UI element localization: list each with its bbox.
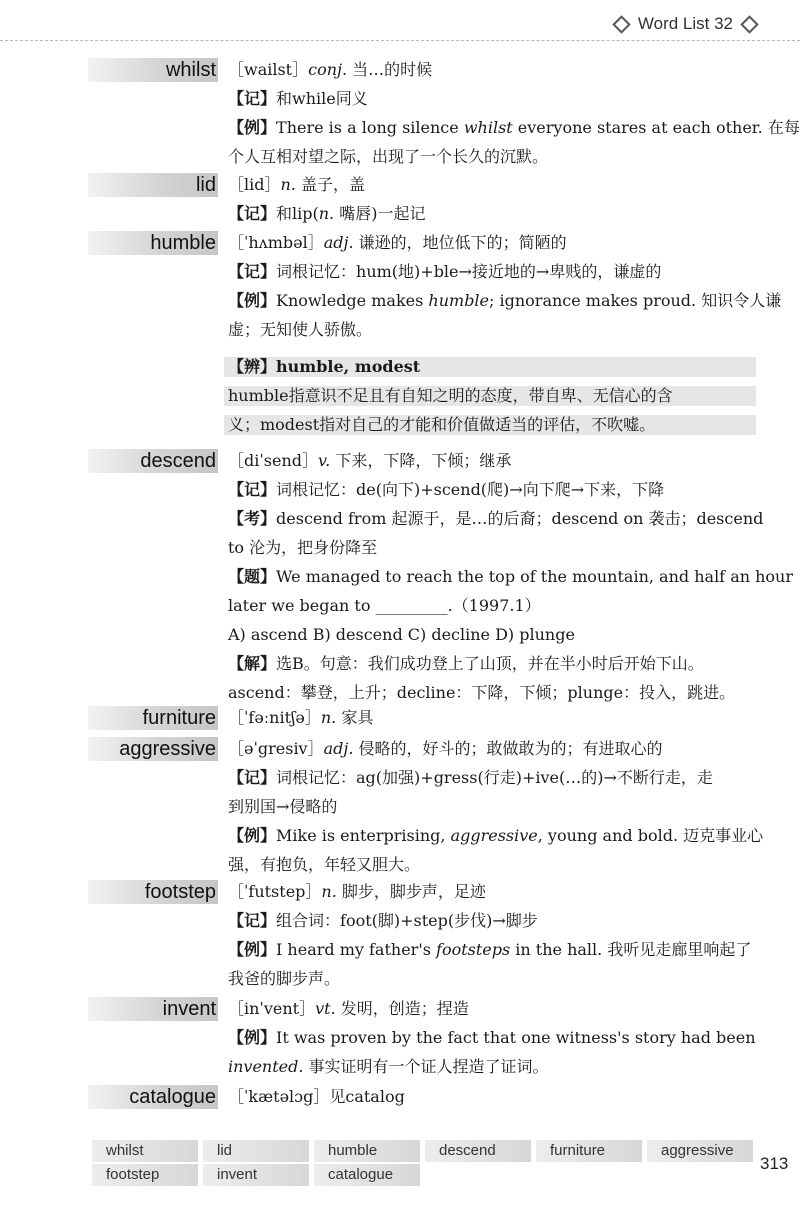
entry-text: 选B。句意：我们成功登上了山顶，并在半小时后开始下山。 [276, 654, 704, 673]
entry-line [228, 567, 794, 587]
entry-text: adj. [323, 739, 354, 758]
entry-line [224, 415, 756, 435]
entry-line [224, 357, 756, 377]
entry-text: Knowledge makes [276, 291, 429, 310]
footer-word: humble [314, 1140, 420, 1162]
entry-line [228, 826, 764, 846]
footer-word: lid [203, 1140, 309, 1162]
headword: aggressive [119, 738, 216, 760]
entry-line [228, 797, 756, 817]
entry-line [228, 654, 756, 674]
entry-text: adj. [323, 233, 354, 252]
entry-text: 和lip( [276, 204, 319, 223]
entry-text: humble [428, 291, 490, 310]
entry-line [228, 739, 756, 759]
entry-text: 脚步，脚步声，足迹 [336, 882, 486, 901]
entry-line [228, 969, 756, 989]
entry-line [228, 882, 756, 902]
diamond-icon [740, 15, 758, 33]
entry-line [228, 175, 756, 195]
page-header [611, 14, 760, 34]
headword: invent [162, 998, 216, 1020]
label-marker: 【例】 [228, 1028, 277, 1047]
entry-text: to 沦为，把身份降至 [228, 538, 378, 557]
label-marker: 【记】 [228, 262, 277, 281]
entry-text: n. [320, 708, 337, 727]
entry-line [228, 911, 756, 931]
headword: footstep [144, 881, 216, 903]
label-marker: 【记】 [228, 89, 277, 108]
entry-text: 事实证明有一个证人捏造了证词。 [303, 1057, 549, 1076]
entry-text: ［əˈgresiv］ [228, 739, 324, 758]
entry-line [228, 509, 764, 529]
entry-text: 在每 [767, 118, 800, 137]
entry-text: whilst [463, 118, 513, 137]
entry-text: ［wailst］ [228, 60, 309, 79]
entry-line [224, 386, 756, 406]
headword: lid [195, 174, 216, 196]
entry-line [228, 625, 756, 645]
entry-text: n. [318, 204, 335, 223]
entry-text: 义；modest指对自己的才能和价值做适当的评估，不吹嘘。 [228, 415, 656, 434]
label-marker: 【记】 [228, 911, 277, 930]
entry-text: There is a long silence [276, 118, 464, 137]
entry-text: everyone stares at each other. [512, 118, 768, 137]
entry-text: 侵略的，好斗的；敢做敢为的；有进取心的 [353, 739, 663, 758]
footer-word: footstep [92, 1164, 198, 1186]
label-marker: 【记】 [228, 204, 277, 223]
label-marker: 【记】 [228, 768, 277, 787]
entry-text: It was proven by the fact that one witness's story had been [276, 1028, 756, 1047]
entry-text: We managed to reach the top of the mountain, and half an hour [276, 567, 794, 586]
entry-line [228, 708, 756, 728]
entry-text: 嘴唇)一起记 [334, 204, 426, 223]
entry-text: 词根记忆：de(向下)+scend(爬)→向下爬→下来，下降 [276, 480, 665, 499]
entry-text: ［ˈfutstep］ [228, 882, 322, 901]
entry-line [228, 940, 756, 960]
entry-line [228, 1087, 756, 1107]
entry-text: 个人互相对望之际，出现了一个长久的沉默。 [228, 147, 549, 166]
entry-line [228, 262, 756, 282]
label-marker: 【辨】humble, modest [228, 357, 421, 376]
entry-line [228, 204, 756, 224]
entry-line [228, 291, 782, 311]
entry-line [228, 60, 756, 80]
entry-text: 家具 [336, 708, 374, 727]
page-header-title: Word List 32 [637, 14, 733, 33]
entry-line [228, 1028, 756, 1048]
entry-text: ［ˈfəːnitʃə］ [228, 708, 321, 727]
entry-text: later we began to _________.（1997.1） [228, 596, 541, 615]
footer-word: descend [425, 1140, 531, 1162]
entry-text: v. [318, 451, 331, 470]
entry-text: 到别国→侵略的 [228, 797, 338, 816]
label-marker: 【解】 [228, 654, 277, 673]
footer-word: whilst [92, 1140, 198, 1162]
page-number: 313 [760, 1154, 789, 1173]
entry-line [228, 451, 756, 471]
entry-line [228, 118, 800, 138]
label-marker: 【记】 [228, 480, 277, 499]
headword: descend [140, 450, 216, 472]
entry-line [228, 480, 756, 500]
entry-text: n. [280, 175, 296, 194]
entry-text: A) ascend B) descend C) decline D) plunge [228, 625, 575, 644]
entry-line [228, 233, 756, 253]
entry-text: aggressive [450, 826, 538, 845]
entry-text: I heard my father's [276, 940, 437, 959]
entry-line [228, 538, 756, 558]
entry-text: ［diˈsend］ [228, 451, 318, 470]
headword: catalogue [129, 1086, 216, 1108]
entry-text: , young and bold. 迈克事业心 [537, 826, 764, 845]
label-marker: 【题】 [228, 567, 277, 586]
entry-text: 强，有抱负，年轻又胆大。 [228, 855, 421, 874]
entry-text: 我爸的脚步声。 [228, 969, 341, 988]
entry-text: 发明，创造；捏造 [335, 999, 469, 1018]
entry-line [228, 1057, 756, 1077]
footer-word: catalogue [314, 1164, 420, 1186]
headword: whilst [165, 59, 216, 81]
entry-line [228, 683, 756, 703]
entry-text: Mike is enterprising, [276, 826, 451, 845]
footer-word: aggressive [647, 1140, 753, 1162]
entry-text: n. [321, 882, 337, 901]
entry-text: conj. [308, 60, 348, 79]
header-rule [0, 40, 800, 41]
entry-text: vt. [315, 999, 336, 1018]
entry-text: descend from 起源于，是…的后裔；descend on 袭击；descend [276, 509, 764, 528]
entry-text: footsteps [436, 940, 511, 959]
diamond-icon [612, 15, 630, 33]
entry-line [228, 596, 756, 616]
headword: furniture [142, 707, 216, 729]
entry-line [228, 89, 756, 109]
label-marker: 【例】 [228, 826, 277, 845]
entry-text: 当…的时候 [347, 60, 433, 79]
entry-text: in the hall. 我听见走廊里响起了 [510, 940, 752, 959]
headword: humble [150, 232, 216, 254]
entry-line [228, 855, 756, 875]
label-marker: 【例】 [228, 118, 277, 137]
footer-word: furniture [536, 1140, 642, 1162]
entry-text: 盖子，盖 [295, 175, 365, 194]
footer-word: invent [203, 1164, 309, 1186]
entry-text: 组合词：foot(脚)+step(步伐)→脚步 [276, 911, 538, 930]
entry-text: 词根记忆：hum(地)+ble→接近地的→卑贱的，谦虚的 [276, 262, 662, 281]
entry-text: 词根记忆：ag(加强)+gress(行走)+ive(…的)→不断行走，走 [276, 768, 713, 787]
entry-line [228, 320, 756, 340]
entry-text: ［lid］ [228, 175, 281, 194]
entry-line [228, 768, 756, 788]
entry-text: ascend：攀登，上升；decline：下降，下倾；plunge：投入，跳进。 [228, 683, 736, 702]
entry-text: ［inˈvent］ [228, 999, 316, 1018]
entry-text: ［ˈkætəlɔg］见catalog [228, 1087, 405, 1106]
entry-text: ［ˈhʌmbəl］ [228, 233, 324, 252]
entry-text: 谦逊的，地位低下的；简陋的 [353, 233, 567, 252]
entry-text: invented. [228, 1057, 304, 1076]
entry-line [228, 147, 756, 167]
entry-line [228, 999, 756, 1019]
entry-text: 和while同义 [276, 89, 368, 108]
entry-text: humble指意识不足且有自知之明的态度，带自卑、无信心的含 [228, 386, 673, 405]
entry-text: 虚；无知使人骄傲。 [228, 320, 373, 339]
entry-text: ; ignorance makes proud. 知识令人谦 [489, 291, 782, 310]
entry-text: 下来，下降，下倾；继承 [330, 451, 512, 470]
label-marker: 【考】 [228, 509, 277, 528]
label-marker: 【例】 [228, 291, 277, 310]
label-marker: 【例】 [228, 940, 277, 959]
